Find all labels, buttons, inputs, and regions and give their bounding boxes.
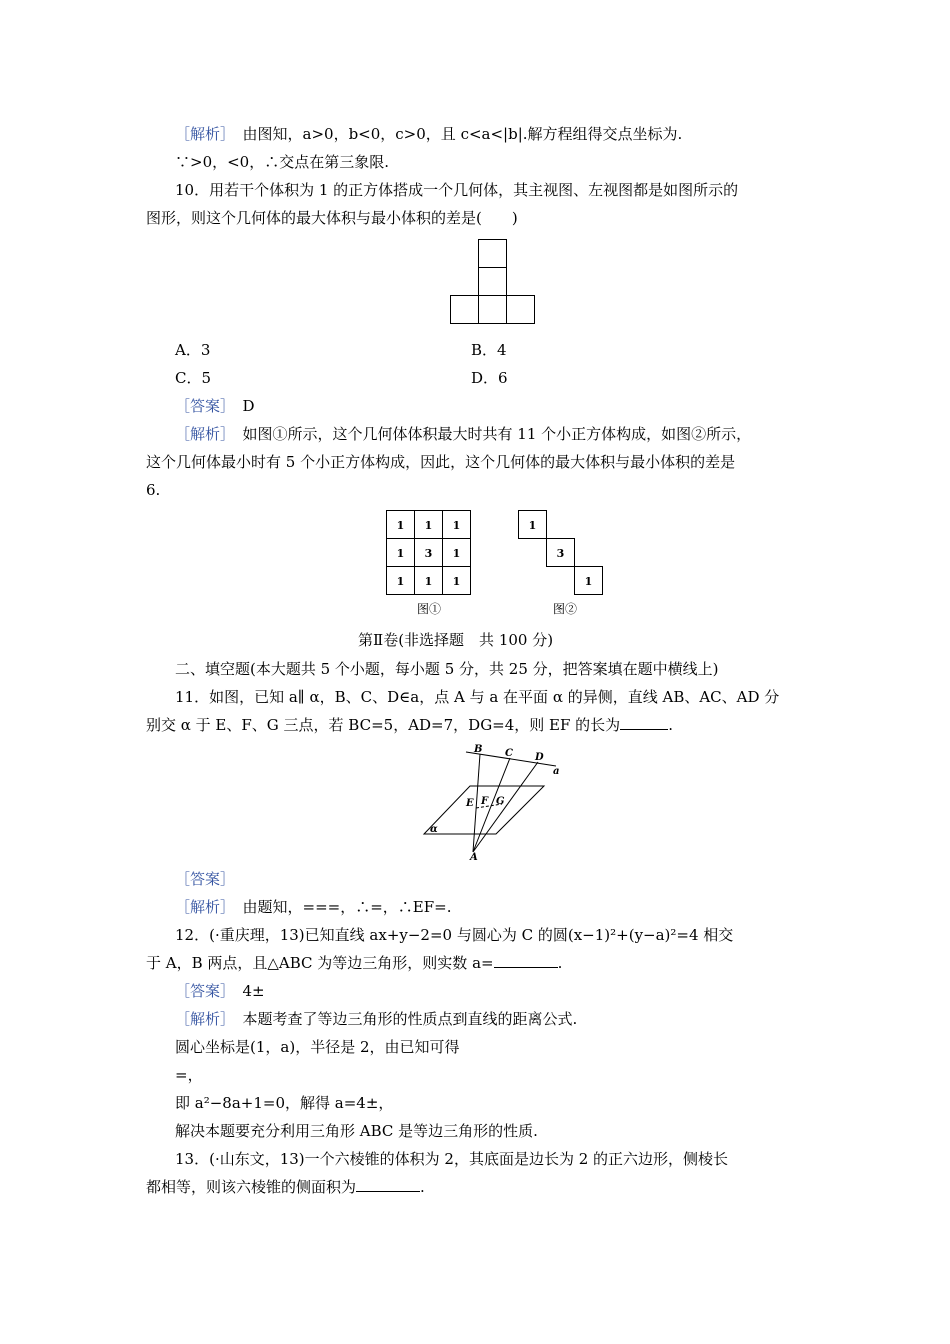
- q13-stem-text: 都相等，则该六棱锥的侧面积为: [146, 1178, 357, 1196]
- grid2-cell: 1: [584, 575, 593, 588]
- grid1-cell: 3: [424, 547, 433, 560]
- analysis-tag: ［解析］: [175, 1010, 228, 1028]
- label-E: E: [466, 798, 474, 809]
- q12-stem-line1: 12．(·重庆理，13)已知直线 ax+y−2=0 与圆心为 C 的圆(x−1)²+(y−a)²=4 相交: [175, 926, 734, 944]
- analysis-text: 由题知，===，∴=，∴EF=.: [227, 898, 452, 916]
- q10-option-c: C．5: [175, 369, 212, 387]
- q12-solution-line4: 解决本题要充分利用三角形 ABC 是等边三角形的性质.: [175, 1122, 538, 1140]
- answer-blank: [356, 1177, 420, 1192]
- analysis-text: 由图知，a>0，b<0，c>0，且 c<a<|b|.解方程组得交点坐标为.: [227, 125, 683, 143]
- grid1-cell: 1: [452, 575, 461, 588]
- q13-stem-line2: [146, 1177, 425, 1197]
- q11-answer: [175, 869, 235, 889]
- q10-option-d: D．6: [471, 369, 508, 387]
- figure2-caption: 图②: [553, 602, 578, 616]
- view-square-bottom-center: [479, 296, 507, 324]
- view-square-middle: [479, 268, 507, 296]
- answer-blank: [494, 953, 558, 968]
- q11-period: .: [668, 716, 673, 734]
- view-square-top: [479, 240, 507, 268]
- q12-stem-text: 于 A，B 两点，且△ABC 为等边三角形，则实数 a=: [146, 954, 494, 972]
- plane-alpha: [424, 786, 544, 834]
- answer-text: D: [227, 397, 255, 415]
- view-square-bottom-left: [451, 296, 479, 324]
- q11-stem-line1: 11．如图，已知 a∥ α，B、C、D∈a，点 A 与 a 在平面 α 的异侧，直线 AB、AC、AD 分: [175, 688, 780, 706]
- analysis-text: 如图①所示，这个几何体体积最大时共有 11 个小正方体构成，如图②所示，: [227, 425, 752, 443]
- analysis-line-2: ∵>0，<0，∴交点在第三象限.: [175, 153, 389, 171]
- grid1-cell: 1: [452, 547, 461, 560]
- grid1-cell: 1: [424, 575, 433, 588]
- label-G: G: [496, 796, 505, 807]
- q11-stem-text: 别交 α 于 E、F、G 三点，若 BC=5，AD=7，DG=4，则 EF 的长为: [146, 716, 621, 734]
- q10-option-a: A．3: [175, 341, 211, 359]
- q10-top-view-figures: [384, 508, 606, 598]
- q10-analysis-line2: 这个几何体最小时有 5 个小正方体构成，因此，这个几何体的最大体积与最小体积的差是: [146, 453, 736, 471]
- q11-figure: [418, 742, 568, 862]
- q10-analysis-line1: [175, 424, 751, 444]
- q12-period: .: [557, 954, 563, 972]
- q11-stem-line2: [146, 715, 673, 735]
- view-square-bottom-right: [507, 296, 535, 324]
- q10-stem-line2: 图形，则这个几何体的最大体积与最小体积的差是( ): [146, 209, 518, 227]
- q13-period: .: [420, 1178, 425, 1196]
- q12-answer: [175, 981, 265, 1001]
- answer-tag: ［答案］: [175, 982, 228, 1000]
- q10-option-b: B．4: [471, 341, 507, 359]
- grid1-cell: 1: [424, 519, 433, 532]
- q12-solution-line2: =，: [175, 1066, 203, 1084]
- grid2-cell: 1: [528, 519, 537, 532]
- grid1-cell: 1: [396, 575, 405, 588]
- answer-blank: [620, 715, 668, 730]
- analysis-tag: ［解析］: [175, 425, 228, 443]
- analysis-tag: ［解析］: [175, 898, 228, 916]
- q10-analysis-line3: 6.: [146, 481, 161, 499]
- q12-solution-line3: 即 a²−8a+1=0，解得 a=4±，: [175, 1094, 394, 1112]
- q10-view-figure: [450, 239, 536, 325]
- grid1-cell: 1: [396, 519, 405, 532]
- answer-tag: ［答案］: [175, 397, 228, 415]
- analysis-line: [175, 124, 682, 144]
- label-alpha: α: [430, 824, 438, 835]
- q10-answer: [175, 396, 255, 416]
- label-D: D: [535, 752, 544, 763]
- figure1-caption: 图①: [417, 602, 442, 616]
- label-B: B: [474, 744, 483, 755]
- label-A: A: [470, 852, 478, 862]
- label-a: a: [553, 766, 560, 777]
- grid1-cell: 1: [452, 519, 461, 532]
- grid2-cell: 3: [556, 547, 565, 560]
- q10-stem-line1: 10．用若干个体积为 1 的正方体搭成一个几何体，其主视图、左视图都是如图所示的: [175, 181, 739, 199]
- label-C: C: [505, 748, 513, 759]
- section-subtitle: 二、填空题(本大题共 5 个小题，每小题 5 分，共 25 分，把答案填在题中横线上): [175, 660, 719, 678]
- grid1-cell: 1: [396, 547, 405, 560]
- q12-solution-line1: 圆心坐标是(1，a)，半径是 2，由已知可得: [175, 1038, 460, 1056]
- analysis-tag: ［解析］: [175, 125, 228, 143]
- q12-analysis: [175, 1009, 577, 1029]
- analysis-text: 本题考查了等边三角形的性质点到直线的距离公式.: [227, 1010, 578, 1028]
- label-F: F: [481, 796, 489, 807]
- q11-analysis: [175, 897, 451, 917]
- answer-tag: ［答案］: [175, 870, 236, 888]
- q12-stem-line2: [146, 953, 562, 973]
- q13-stem-line1: 13．(·山东文，13)一个六棱锥的体积为 2，其底面是边长为 2 的正六边形，侧棱长: [175, 1150, 729, 1168]
- section-title: 第Ⅱ卷(非选择题 共 100 分): [358, 631, 554, 649]
- answer-text: 4±: [227, 982, 265, 1000]
